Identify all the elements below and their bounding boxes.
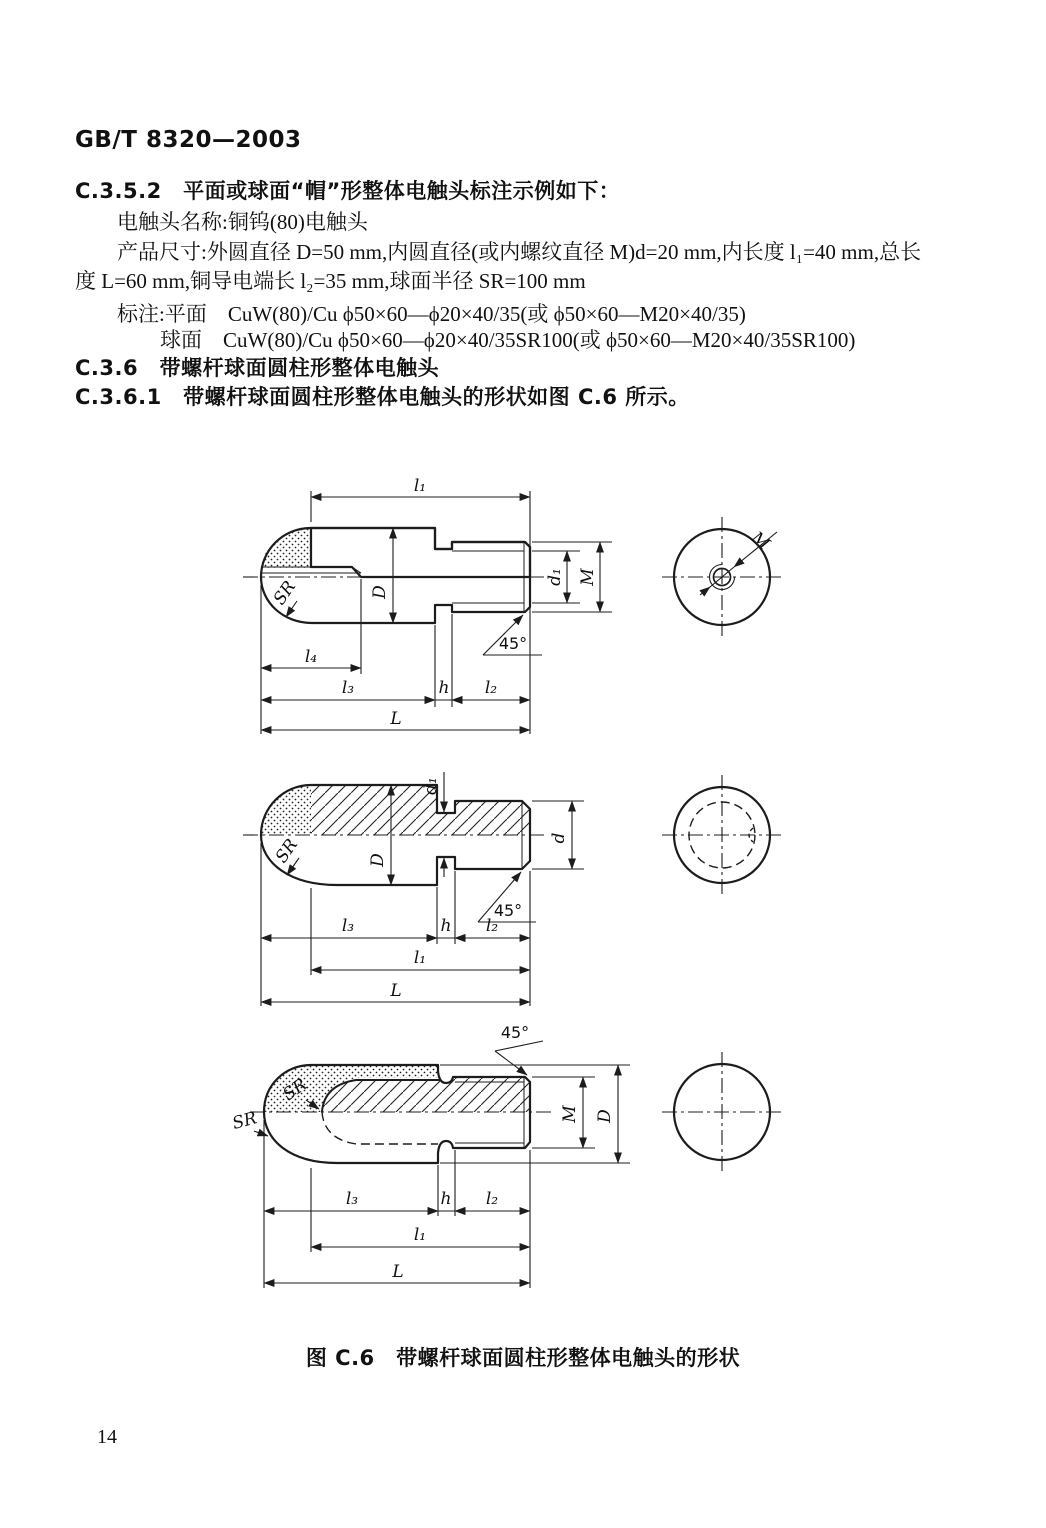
- standard-number: GB/T 8320—2003: [75, 127, 302, 153]
- clause-c361-heading: C.3.6.1 带螺杆球面圆柱形整体电触头的形状如图 C.6 所示。: [75, 385, 690, 409]
- dim-label-d1-neck: d₁: [421, 777, 441, 795]
- dim-label-l1: l₁: [413, 476, 427, 496]
- dim-label-l3: l₃: [345, 1189, 359, 1209]
- dim-label-sr-inner: SR: [279, 1074, 311, 1106]
- drawing-3-end-view: [662, 1052, 782, 1172]
- dim-label-l1: l₁: [413, 1225, 427, 1245]
- dim-label-l2: l₂: [485, 916, 499, 936]
- drawing-2-section-view: [243, 772, 584, 1006]
- dim-label-total-length: L: [390, 709, 402, 729]
- marking-plane-line: 标注:平面 CuW(80)/Cu ϕ50×60—ϕ20×40/35(或 ϕ50×60—M20×40/35): [117, 302, 746, 326]
- chamfer-angle-label: 45°: [498, 634, 528, 653]
- dim-label-total-length: L: [392, 1262, 404, 1282]
- figure-c6-technical-drawing: [230, 455, 1030, 1315]
- dim-label-d-body: D: [368, 853, 388, 867]
- dim-label-sr-outer: SR: [230, 1108, 260, 1134]
- drawing-1-section-view: [243, 476, 612, 734]
- product-size-line2: 度 L=60 mm,铜导电端长 l₂=35 mm,球面半径 SR=100 mm: [75, 269, 586, 293]
- dim-label-d1: d₁: [545, 568, 565, 586]
- dim-label-l4: l₄: [304, 647, 318, 667]
- dim-label-m: M: [578, 568, 598, 586]
- dim-label-h: h: [438, 678, 450, 698]
- dim-label-l2: l₂: [484, 678, 498, 698]
- drawing-1-end-view: [662, 517, 782, 637]
- dim-label-d-stud: d: [549, 832, 569, 844]
- dim-label-sr: SR: [269, 577, 301, 609]
- contact-name-line: 电触头名称:铜钨(80)电触头: [117, 210, 368, 234]
- dim-label-l3: l₃: [341, 678, 355, 698]
- dim-label-d-body: D: [595, 1109, 615, 1123]
- page-number: 14: [97, 1426, 117, 1448]
- dim-label-sr: SR: [271, 835, 303, 867]
- dim-label-h: h: [440, 916, 452, 936]
- chamfer-angle-label: 45°: [500, 1023, 530, 1042]
- dim-label-total-length: L: [390, 981, 402, 1001]
- thread-hole-label: M: [747, 527, 774, 555]
- product-size-line1: 产品尺寸:外圆直径 D=50 mm,内圆直径(或内螺纹直径 M)d=20 mm,内长度 l₁=40 mm,总长: [117, 240, 922, 264]
- dim-label-h: h: [440, 1189, 452, 1209]
- dim-label-m-thread: M: [560, 1105, 580, 1123]
- dim-label-l3: l₃: [341, 916, 355, 936]
- drawing-3-section-view: [230, 1023, 630, 1288]
- chamfer-angle-label: 45°: [493, 901, 523, 920]
- marking-sphere-line: 球面 CuW(80)/Cu ϕ50×60—ϕ20×40/35SR100(或 ϕ50×60—M20×40/35SR100): [160, 328, 856, 352]
- dim-label-l2: l₂: [485, 1189, 499, 1209]
- figure-caption: 图 C.6 带螺杆球面圆柱形整体电触头的形状: [305, 1346, 741, 1370]
- clause-c36-heading: C.3.6 带螺杆球面圆柱形整体电触头: [75, 356, 440, 380]
- clause-c352-heading: C.3.5.2 平面或球面“帽”形整体电触头标注示例如下：: [75, 179, 621, 203]
- dim-label-d-body: D: [370, 585, 390, 599]
- dim-label-l1: l₁: [413, 948, 427, 968]
- drawing-2-end-view: [662, 775, 782, 895]
